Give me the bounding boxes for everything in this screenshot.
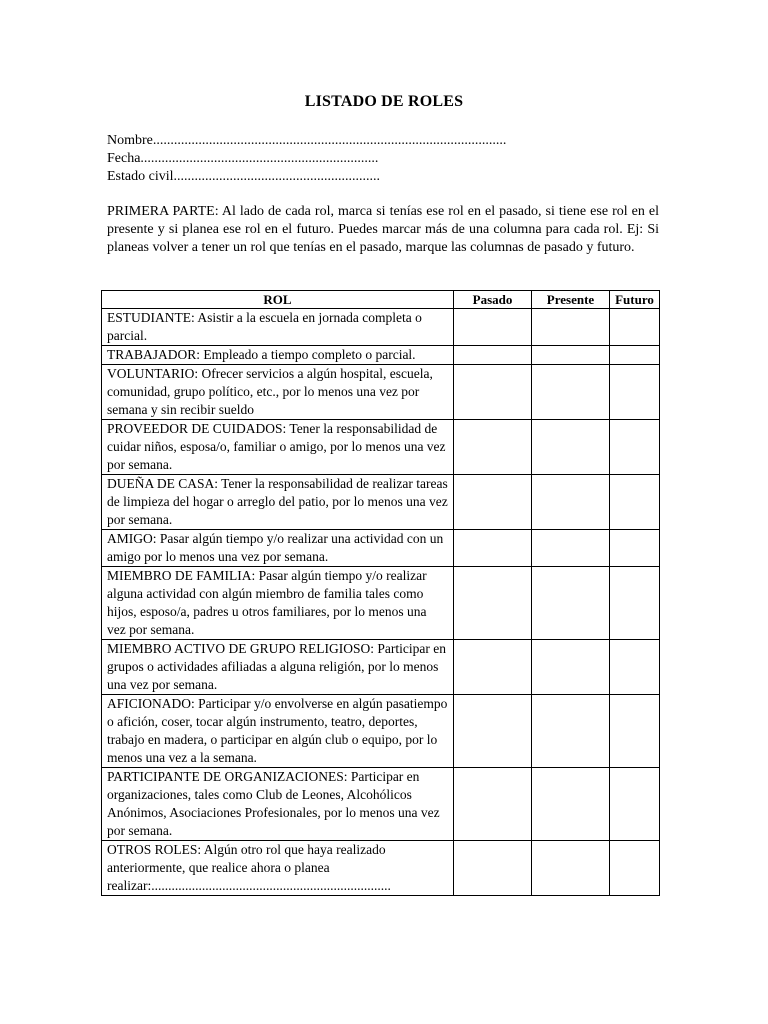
table-row <box>102 841 660 896</box>
role-description: ESTUDIANTE: Asistir a la escuela en jornada completa o parcial. <box>107 310 422 343</box>
role-description: OTROS ROLES: Algún otro rol que haya realizado anteriormente, que realice ahora o planea realizar:....................................................................... <box>107 842 391 893</box>
checkbox-cell-presente[interactable] <box>532 841 610 896</box>
checkbox-cell-pasado[interactable] <box>454 530 532 567</box>
roles-table-body <box>102 309 660 896</box>
checkbox-cell-presente[interactable] <box>532 567 610 640</box>
checkbox-cell-presente[interactable] <box>532 768 610 841</box>
checkbox-cell-pasado[interactable] <box>454 768 532 841</box>
role-description: MIEMBRO DE FAMILIA: Pasar algún tiempo y/o realizar alguna actividad con algún miembro de familia tales como hijos, esposo/a, padres u otros familiares, por lo menos una vez por semana. <box>107 568 427 637</box>
checkbox-cell-pasado[interactable] <box>454 475 532 530</box>
checkbox-cell-futuro[interactable] <box>610 346 660 365</box>
table-row <box>102 695 660 768</box>
checkbox-cell-pasado[interactable] <box>454 567 532 640</box>
instructions-paragraph: PRIMERA PARTE: Al lado de cada rol, marca si tenías ese rol en el pasado, si tiene ese rol en el presente y si planea ese rol en el futuro. Puedes marcar más de una columna para cada rol. Ej: Si planeas volver a tener un rol que tenías en el pasado, marque las columnas de pasado y futuro. <box>107 204 659 255</box>
checkbox-cell-presente[interactable] <box>532 640 610 695</box>
checkbox-cell-pasado[interactable] <box>454 365 532 420</box>
table-row <box>102 768 660 841</box>
role-description-cell <box>102 695 454 768</box>
role-description-cell <box>102 768 454 841</box>
table-row <box>102 365 660 420</box>
checkbox-cell-futuro[interactable] <box>610 841 660 896</box>
checkbox-cell-pasado[interactable] <box>454 309 532 346</box>
table-header-row <box>102 291 660 309</box>
header-presente: Presente <box>532 291 610 309</box>
roles-table <box>101 290 660 896</box>
role-description-cell <box>102 475 454 530</box>
table-row <box>102 475 660 530</box>
role-description-cell <box>102 309 454 346</box>
checkbox-cell-presente[interactable] <box>532 695 610 768</box>
table-row <box>102 309 660 346</box>
table-row <box>102 420 660 475</box>
checkbox-cell-presente[interactable] <box>532 365 610 420</box>
checkbox-cell-presente[interactable] <box>532 309 610 346</box>
checkbox-cell-futuro[interactable] <box>610 567 660 640</box>
checkbox-cell-futuro[interactable] <box>610 768 660 841</box>
role-description-cell <box>102 420 454 475</box>
page-title: LISTADO DE ROLES <box>304 93 464 110</box>
role-description-cell <box>102 530 454 567</box>
fecha-field[interactable]: Fecha.................................................................... <box>107 151 379 166</box>
personal-info-fields <box>107 132 506 186</box>
role-description-cell <box>102 841 454 896</box>
role-description: MIEMBRO ACTIVO DE GRUPO RELIGIOSO: Participar en grupos o actividades afiliadas a alguna religión, por lo menos una vez por semana. <box>107 641 446 692</box>
checkbox-cell-futuro[interactable] <box>610 420 660 475</box>
checkbox-cell-presente[interactable] <box>532 346 610 365</box>
table-row <box>102 530 660 567</box>
role-description-cell <box>102 640 454 695</box>
checkbox-cell-presente[interactable] <box>532 475 610 530</box>
table-row <box>102 346 660 365</box>
estado-civil-field[interactable]: Estado civil........................................................... <box>107 169 380 184</box>
checkbox-cell-futuro[interactable] <box>610 309 660 346</box>
role-description: AFICIONADO: Participar y/o envolverse en algún pasatiempo o afición, coser, tocar algún instrumento, teatro, deportes, trabajo en madera, o participar en algún club o equipo, por lo menos una vez a la semana. <box>107 696 448 765</box>
checkbox-cell-futuro[interactable] <box>610 530 660 567</box>
role-description: PARTICIPANTE DE ORGANIZACIONES: Participar en organizaciones, tales como Club de Leones, Alcohólicos Anónimos, Asociaciones Profesionales, por lo menos una vez por semana. <box>107 769 440 838</box>
checkbox-cell-pasado[interactable] <box>454 420 532 475</box>
role-description: PROVEEDOR DE CUIDADOS: Tener la responsabilidad de cuidar niños, esposa/o, familiar o amigo, por lo menos una vez por semana. <box>107 421 446 472</box>
role-description: AMIGO: Pasar algún tiempo y/o realizar una actividad con un amigo por lo menos una vez por semana. <box>107 531 444 564</box>
role-description: VOLUNTARIO: Ofrecer servicios a algún hospital, escuela, comunidad, grupo político, etc., por lo menos una vez por semana y sin recibir sueldo <box>107 366 433 417</box>
checkbox-cell-futuro[interactable] <box>610 695 660 768</box>
role-description-cell <box>102 365 454 420</box>
checkbox-cell-futuro[interactable] <box>610 475 660 530</box>
checkbox-cell-futuro[interactable] <box>610 365 660 420</box>
checkbox-cell-pasado[interactable] <box>454 640 532 695</box>
checkbox-cell-pasado[interactable] <box>454 346 532 365</box>
table-row <box>102 640 660 695</box>
table-row <box>102 567 660 640</box>
checkbox-cell-presente[interactable] <box>532 420 610 475</box>
checkbox-cell-pasado[interactable] <box>454 695 532 768</box>
header-futuro: Futuro <box>610 291 660 309</box>
role-description-cell <box>102 567 454 640</box>
checkbox-cell-pasado[interactable] <box>454 841 532 896</box>
checkbox-cell-presente[interactable] <box>532 530 610 567</box>
role-description: TRABAJADOR: Empleado a tiempo completo o parcial. <box>107 347 416 362</box>
header-rol: ROL <box>102 291 454 309</box>
role-description: DUEÑA DE CASA: Tener la responsabilidad de realizar tareas de limpieza del hogar o arreglo del patio, por lo menos una vez por semana. <box>107 476 448 527</box>
nombre-field[interactable]: Nombre..................................................................................................... <box>107 133 507 148</box>
header-pasado: Pasado <box>454 291 532 309</box>
role-description-cell <box>102 346 454 365</box>
checkbox-cell-futuro[interactable] <box>610 640 660 695</box>
